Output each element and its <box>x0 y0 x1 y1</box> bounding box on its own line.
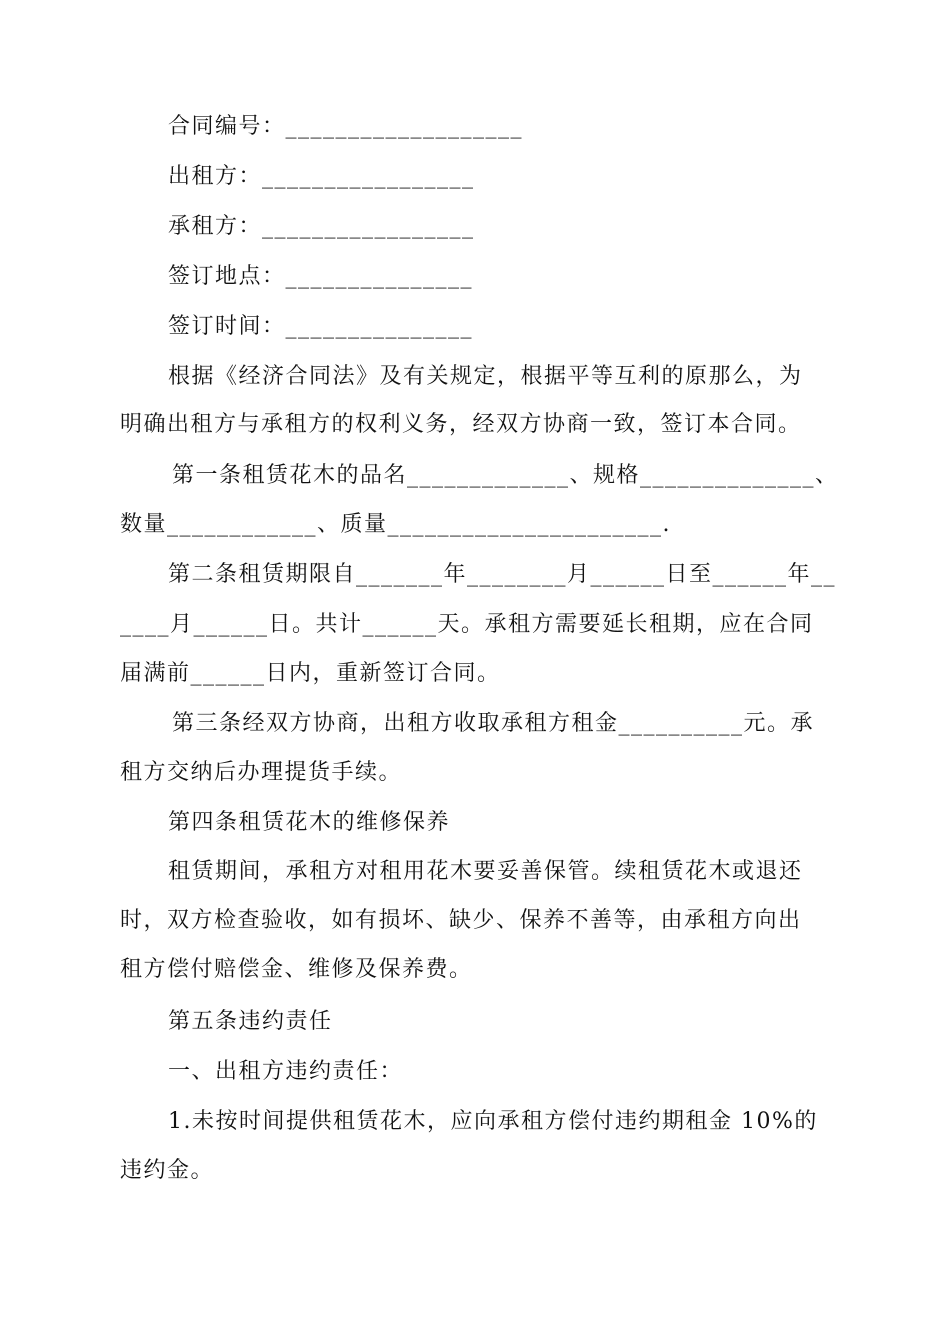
article-4-line-2: 时，双方检查验收，如有损坏、缺少、保养不善等，由承租方向出 <box>120 908 802 933</box>
article-5-title: 第五条违约责任 <box>168 1009 333 1034</box>
article-5-item-1-line-1: 1.未按时间提供租赁花木，应向承租方偿付违约期租金 10%的 <box>168 1109 818 1134</box>
preamble-line-1: 根据《经济合同法》及有关规定，根据平等互利的原那么，为 <box>168 364 803 389</box>
article-4-line-3: 租方偿付赔偿金、维修及保养费。 <box>120 957 473 982</box>
article-3-line-2: 租方交纳后办理提货手续。 <box>120 760 403 785</box>
article-1-line-2: 数量____________、质量______________________. <box>120 512 671 537</box>
article-1-line-1: 第一条租赁花木的品名_____________、规格______________、 <box>172 463 839 488</box>
lessee-field: 承租方：_________________ <box>168 214 475 239</box>
article-4-line-1: 租赁期间，承租方对租用花木要妥善保管。续租赁花木或退还 <box>168 859 803 884</box>
article-4-title: 第四条租赁花木的维修保养 <box>168 810 451 835</box>
article-5-section-1: 一、出租方违约责任： <box>168 1059 404 1084</box>
sign-place-field: 签订地点：_______________ <box>168 264 474 289</box>
article-3-line-1: 第三条经双方协商，出租方收取承租方租金__________元。承 <box>172 711 815 736</box>
article-2-line-3: 届满前______日内，重新签订合同。 <box>120 661 501 686</box>
contract-number-field: 合同编号：___________________ <box>168 114 524 139</box>
article-5-item-1-line-2: 违约金。 <box>120 1158 215 1183</box>
preamble-line-2: 明确出租方与承租方的权利义务，经双方协商一致，签订本合同。 <box>120 412 802 437</box>
article-2-line-1: 第二条租赁期限自_______年________月______日至______年__ <box>168 562 837 587</box>
sign-time-field: 签订时间：_______________ <box>168 314 474 339</box>
lessor-field: 出租方：_________________ <box>168 164 475 189</box>
article-2-line-2: ____月______日。共计______天。承租方需要延长租期，应在合同 <box>120 612 814 637</box>
